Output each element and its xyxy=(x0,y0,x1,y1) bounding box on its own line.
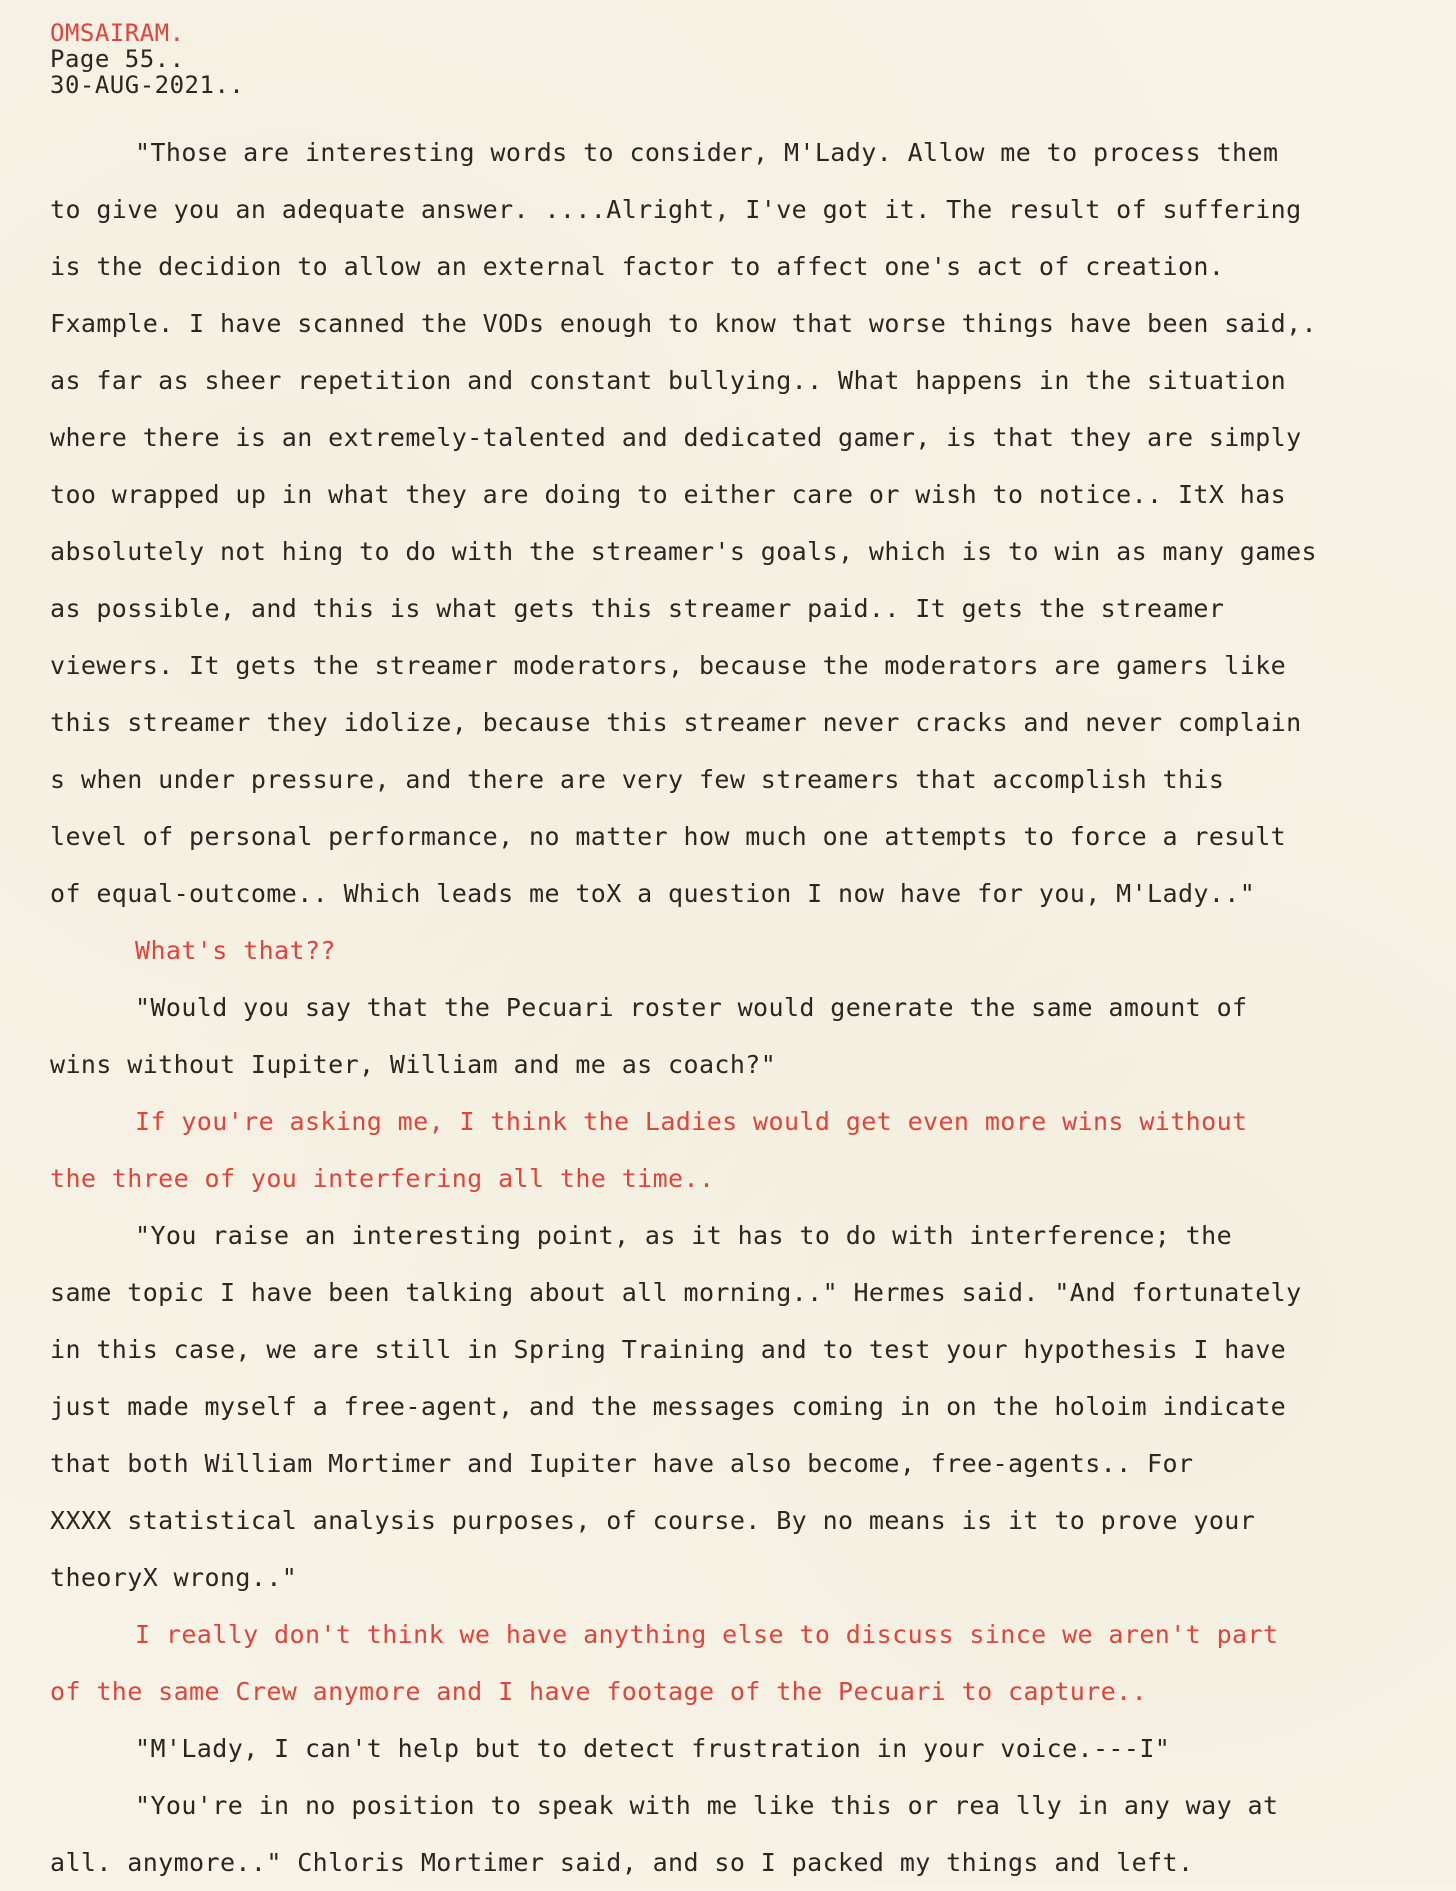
text-line: Fxample. I have scanned the VODs enough to know that worse things have been said,. xyxy=(50,309,1318,338)
text-line: viewers. It gets the streamer moderators, because the moderators are gamers like xyxy=(50,651,1287,680)
text-line: s when under pressure, and there are very few streamers that accomplish this xyxy=(50,765,1225,794)
text-line: theoryX wrong.." xyxy=(50,1563,298,1592)
text-line: "Those are interesting words to consider, M'Lady. Allow me to process them xyxy=(135,138,1279,167)
text-line: XXXX statistical analysis purposes, of course. By no means is it to prove your xyxy=(50,1506,1256,1535)
text-line: this streamer they idolize, because this streamer never cracks and never complain xyxy=(50,708,1302,737)
text-line: What's that?? xyxy=(135,936,336,965)
text-line: wins without Iupiter, William and me as coach?" xyxy=(50,1050,777,1079)
text-line: to give you an adequate answer. ....Alright, I've got it. The result of suffering xyxy=(50,195,1302,224)
text-line: I really don't think we have anything else to discuss since we aren't part xyxy=(135,1620,1279,1649)
header-page-number: Page 55.. xyxy=(50,45,185,73)
text-line: If you're asking me, I think the Ladies would get even more wins without xyxy=(135,1107,1248,1136)
header-title: OMSAIRAM. xyxy=(50,19,185,47)
page-header xyxy=(50,20,1420,98)
text-line: as possible, and this is what gets this streamer paid.. It gets the streamer xyxy=(50,594,1225,623)
text-line: that both William Mortimer and Iupiter have also become, free-agents.. For xyxy=(50,1449,1194,1478)
text-line: is the decidion to allow an external factor to affect one's act of creation. xyxy=(50,252,1225,281)
text-line: "Would you say that the Pecuari roster would generate the same amount of xyxy=(135,993,1248,1022)
text-line: where there is an extremely-talented and dedicated gamer, is that they are simply xyxy=(50,423,1302,452)
text-line: "You raise an interesting point, as it has to do with interference; the xyxy=(135,1221,1233,1250)
text-line: in this case, we are still in Spring Training and to test your hypothesis I have xyxy=(50,1335,1287,1364)
text-line: the three of you interfering all the time.. xyxy=(50,1164,715,1193)
text-line: too wrapped up in what they are doing to either care or wish to notice.. ItX has xyxy=(50,480,1287,509)
header-date: 30-AUG-2021.. xyxy=(50,71,245,99)
body-text xyxy=(50,124,1420,1891)
text-line: of the same Crew anymore and I have footage of the Pecuari to capture.. xyxy=(50,1677,1148,1706)
text-line: of equal-outcome.. Which leads me toX a question I now have for you, M'Lady.." xyxy=(50,879,1256,908)
text-line: "M'Lady, I can't help but to detect frustration in your voice.---I" xyxy=(135,1734,1171,1763)
text-line: all. anymore.." Chloris Mortimer said, and so I packed my things and left. xyxy=(50,1848,1194,1877)
text-line: level of personal performance, no matter how much one attempts to force a result xyxy=(50,822,1287,851)
text-line: just made myself a free-agent, and the messages coming in on the holoim indicate xyxy=(50,1392,1287,1421)
text-line: "You're in no position to speak with me like this or rea lly in any way at xyxy=(135,1791,1279,1820)
text-line: absolutely not hing to do with the streamer's goals, which is to win as many games xyxy=(50,537,1318,566)
text-line: same topic I have been talking about all morning.." Hermes said. "And fortunately xyxy=(50,1278,1302,1307)
text-line: as far as sheer repetition and constant bullying.. What happens in the situation xyxy=(50,366,1287,395)
